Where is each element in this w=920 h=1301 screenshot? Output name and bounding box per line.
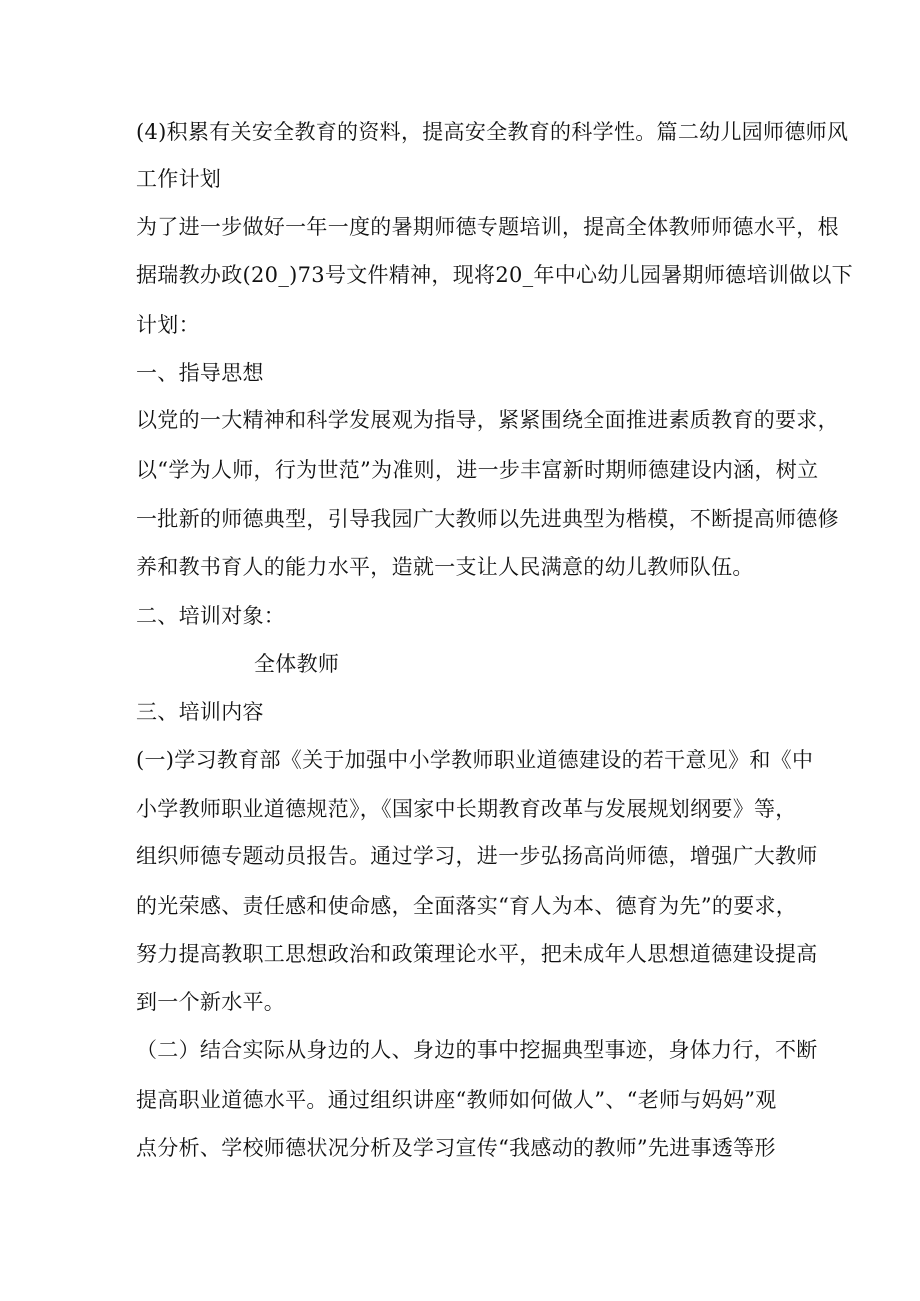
text-line-7: 以党的一大精神和科学发展观为指导，紧紧围绕全面推进素质教育的要求， xyxy=(136,408,839,432)
text-line-9: 一批新的师德典型，引导我园广大教师以先进典型为楷模，不断提高师德修 xyxy=(136,507,839,531)
text-line-15: 小学教师职业道德规范》，《国家中长期教育改革与发展规划纲要》等， xyxy=(136,797,797,821)
text-line-2: 工作计划 xyxy=(136,167,222,191)
training-audience: 全体教师 xyxy=(254,652,340,676)
text-line-20: （二）结合实际从身边的人、身边的事中挖掘典型事迹，身体力行，不断 xyxy=(136,1038,818,1062)
section-heading-2: 二、培训对象： xyxy=(136,604,286,628)
text-line-16: 组织师德专题动员报告。通过学习，进一步弘扬高尚师德，增强广大教师 xyxy=(136,844,818,868)
text-line-14: (一)学习教育部《关于加强中小学教师职业道德建设的若干意见》和《中 xyxy=(136,748,814,772)
text-line-8: 以“学为人师，行为世范”为准则，进一步丰富新时期师德建设内涵，树立 xyxy=(136,458,819,482)
text-line-3: 为了进一步做好一年一度的暑期师德专题培训，提高全体教师师德水平，根 xyxy=(136,215,839,239)
section-heading-3: 三、培训内容 xyxy=(136,700,264,724)
text-line-21: 提高职业道德水平。通过组织讲座“教师如何做人”、“老师与妈妈”观 xyxy=(136,1088,777,1112)
text-line-5: 计划： xyxy=(136,313,200,337)
text-line-17: 的光荣感、责任感和使命感，全面落实“育人为本、德育为先”的要求， xyxy=(136,894,798,918)
text-line-1: (4)积累有关安全教育的资料，提高安全教育的科学性。篇二幼儿园师德师风 xyxy=(136,120,849,144)
text-line-10: 养和教书育人的能力水平，造就一支让人民满意的幼儿教师队伍。 xyxy=(136,555,754,579)
section-heading-1: 一、指导思想 xyxy=(136,361,264,385)
text-line-22: 点分析、学校师德状况分析及学习宣传“我感动的教师”先进事透等形 xyxy=(136,1136,776,1160)
text-line-18: 努力提高教职工思想政治和政策理论水平，把未成年人思想道德建设提高 xyxy=(136,942,818,966)
text-line-19: 到一个新水平。 xyxy=(136,990,286,1014)
text-line-4: 据瑞教办政(20_)73号文件精神，现将20_年中心幼儿园暑期师德培训做以下 xyxy=(136,263,853,287)
